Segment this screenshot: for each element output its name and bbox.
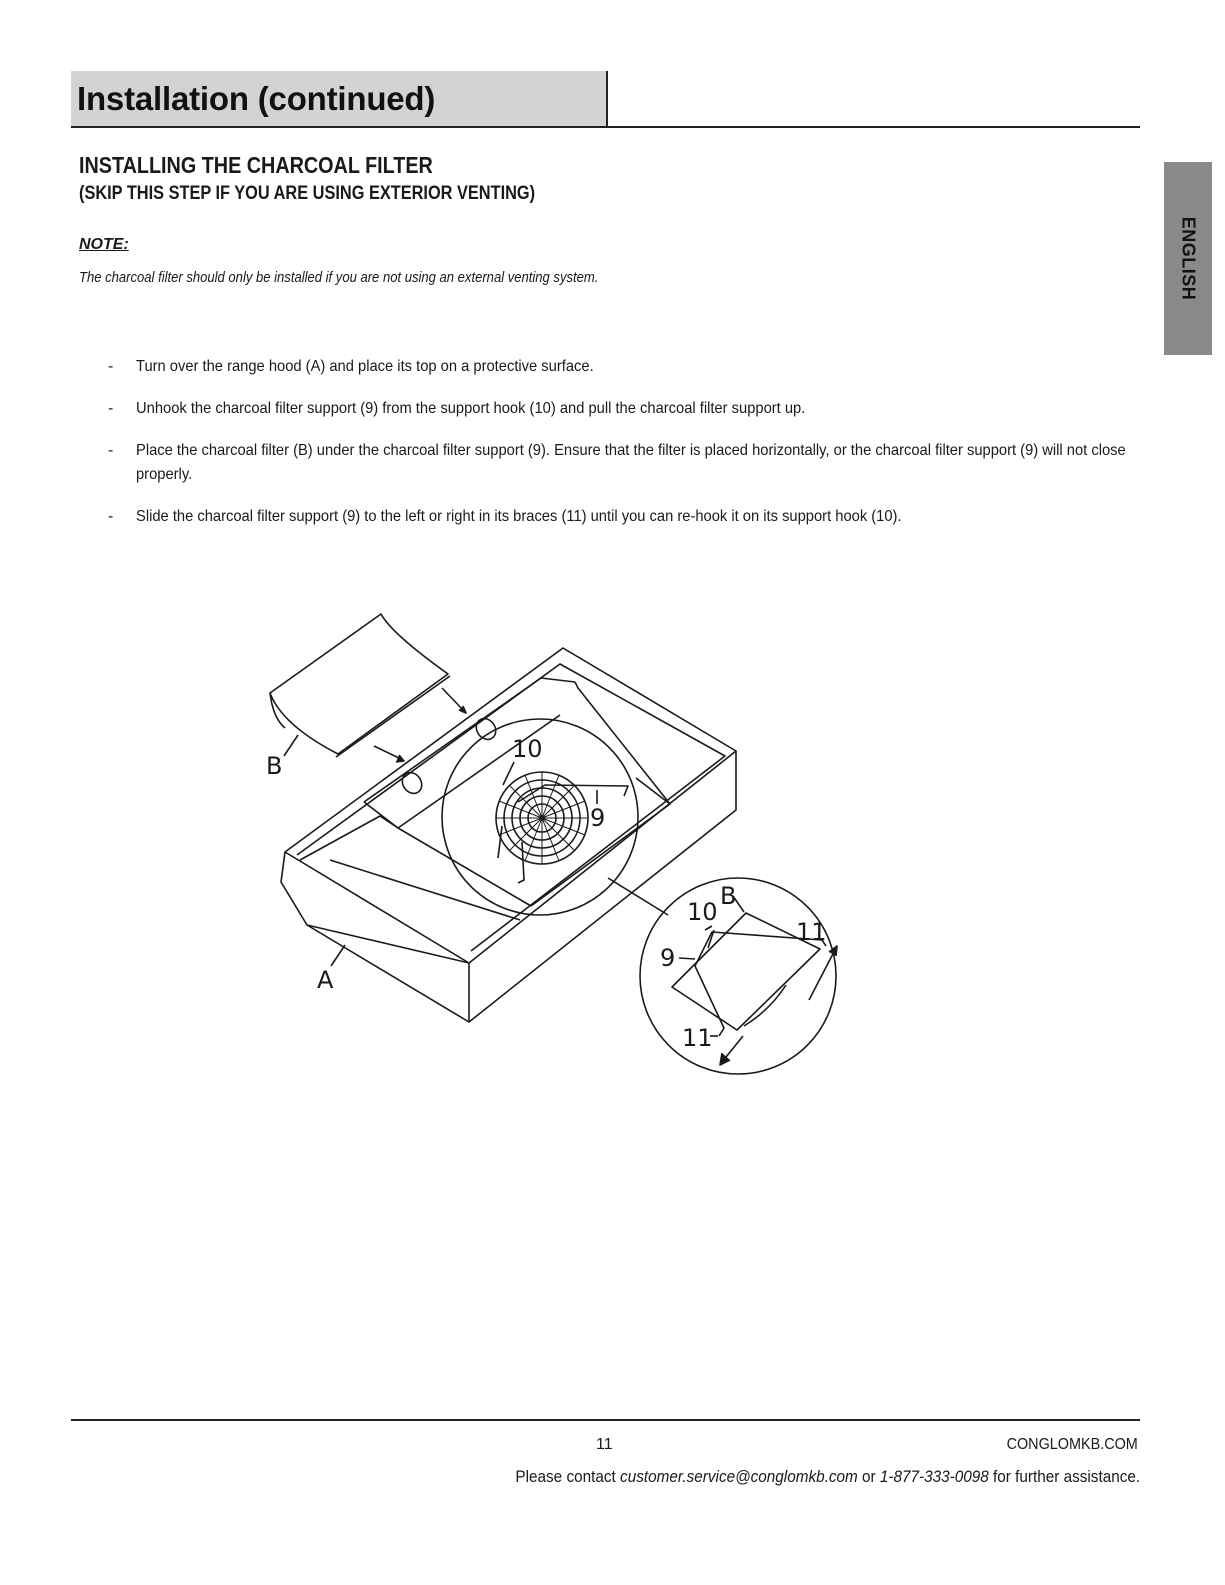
instruction-list [108,355,1148,547]
note-text: The charcoal filter should only be installed if you are not using an external venting system. [79,269,599,286]
contact-or: or [857,1467,880,1486]
note-label: NOTE: [79,236,129,253]
detail-label-support-hook: 10 [687,898,718,926]
contact-email-link[interactable]: customer.service@conglomkb.com [619,1467,858,1486]
section-subtitle: (SKIP THIS STEP IF YOU ARE USING EXTERIOR VENTING) [79,183,536,204]
label-support-hook: 10 [512,735,543,763]
label-filter-b: B [266,752,283,780]
instruction-step [108,505,1148,529]
language-tab [1164,162,1212,355]
detail-label-brace-right: 11 [796,918,827,946]
page-title: Installation (continued) [77,80,436,117]
label-range-hood-a: A [317,966,334,994]
label-filter-support: 9 [590,804,606,832]
contact-prefix: Please contact [515,1467,620,1486]
charcoal-filter-diagram [250,600,850,1080]
step-bullet: - [108,400,114,417]
website-link[interactable]: CONGLOMKB.COM [1006,1436,1138,1453]
step-text: Slide the charcoal filter support (9) to the left or right in its braces (11) until you can re-hook it on its support hook (10). [136,508,902,525]
header-divider [71,126,1140,128]
instruction-step [108,355,1148,379]
contact-suffix: for further assistance. [988,1467,1140,1486]
page-number: 11 [596,1436,613,1453]
detail-label-filter-support: 9 [660,944,676,972]
detail-label-brace-bottom: 11 [682,1024,713,1052]
contact-phone-link[interactable]: 1-877-333-0098 [879,1467,989,1486]
section-title: INSTALLING THE CHARCOAL FILTER [79,152,433,178]
step-text: Place the charcoal filter (B) under the charcoal filter support (9). Ensure that the filter is placed horizontally, or the charcoal filter support (9) will not close properly. [136,442,1126,483]
step-text: Turn over the range hood (A) and place its top on a protective surface. [136,358,594,375]
instruction-step [108,439,1148,487]
step-bullet: - [108,358,114,375]
step-bullet: - [108,442,114,459]
step-text: Unhook the charcoal filter support (9) from the support hook (10) and pull the charcoal filter support up. [136,400,806,417]
detail-label-filter-b: B [720,882,737,910]
footer-divider [71,1419,1140,1421]
contact-line [515,1467,1140,1487]
charcoal-filter-drawing [270,614,448,754]
language-tab-label: ENGLISH [1178,216,1199,301]
detail-circle [640,878,836,1074]
instruction-step [108,397,1148,421]
step-bullet: - [108,508,114,525]
